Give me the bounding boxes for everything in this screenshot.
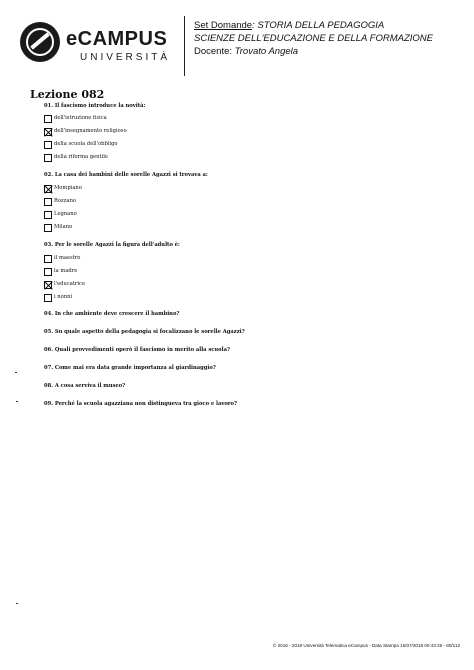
scan-speck xyxy=(15,372,17,373)
teacher-label: Docente: xyxy=(194,46,235,57)
scan-speck xyxy=(16,603,18,604)
checkbox[interactable] xyxy=(44,211,52,219)
question-7: 07. Come mai era data grande importanza al giardinaggio? xyxy=(44,365,216,371)
scan-speck xyxy=(16,401,18,402)
set-title-line xyxy=(194,20,384,31)
option-label: della riforma gentile xyxy=(54,154,108,160)
question-5: 05. Su quale aspetto della pedagogia si focalizzano le sorelle Agazzi? xyxy=(44,329,245,335)
option-label: il maestro xyxy=(54,255,81,261)
question-2: 02. La casa dei bambini delle sorelle Agazzi si trovava a: xyxy=(44,172,208,178)
checkbox[interactable] xyxy=(44,198,52,206)
brand-subtitle: UNIVERSITÀ xyxy=(80,52,171,63)
course-title: SCIENZE DELL'EDUCAZIONE E DELLA FORMAZIONE xyxy=(194,33,434,44)
question-8: 08. A cosa serviva il museo? xyxy=(44,383,126,389)
checked-checkbox[interactable] xyxy=(44,185,52,193)
checkbox[interactable] xyxy=(44,294,52,302)
checkbox[interactable] xyxy=(44,224,52,232)
set-title: : STORIA DELLA PEDAGOGIA xyxy=(252,20,385,31)
option-label: Legnano xyxy=(54,211,77,217)
ecampus-logo xyxy=(20,22,180,72)
option-label: l'educatrice xyxy=(54,281,86,287)
option-label: della scuola dell'obbligo xyxy=(54,141,118,147)
option-label: i nonni xyxy=(54,294,73,300)
checkbox[interactable] xyxy=(44,141,52,149)
question-4: 04. In che ambiente deve crescere il bambino? xyxy=(44,311,180,317)
checked-checkbox[interactable] xyxy=(44,128,52,136)
teacher-line xyxy=(194,46,298,57)
checked-checkbox[interactable] xyxy=(44,281,52,289)
lesson-title: Lezione 082 xyxy=(30,88,105,101)
brand-name: eCAMPUS xyxy=(66,28,168,50)
option-label: Milano xyxy=(54,224,73,230)
option-label: Mompiano xyxy=(54,185,82,191)
teacher-name: Trovato Angela xyxy=(234,46,299,57)
option-label: la madre xyxy=(54,268,78,274)
question-3: 03. Per le sorelle Agazzi la figura dell'adulto è: xyxy=(44,242,180,248)
checkbox[interactable] xyxy=(44,115,52,123)
question-6: 06. Quali provvedimenti operò il fascismo in merito alla scuola? xyxy=(44,347,231,353)
checkbox[interactable] xyxy=(44,255,52,263)
header-divider xyxy=(184,16,185,76)
option-label: Rozzano xyxy=(54,198,77,204)
option-label: dell'insegnamento religioso xyxy=(54,128,127,134)
set-label: Set Domande xyxy=(194,20,253,31)
question-9: 09. Perché la scuola agazziana non distingueva tra gioco e lavoro? xyxy=(44,401,238,407)
checkbox[interactable] xyxy=(44,268,52,276)
ecampus-emblem-icon xyxy=(20,22,60,62)
question-1: 01. Il fascismo introduce la novità: xyxy=(44,103,146,109)
page-footer: © 2016 - 2018 Università Telematica eCampus - Data Stampa 15/07/2018 00:43:26 - 80/112 xyxy=(272,643,460,648)
option-label: dell'istruzione fisica xyxy=(54,115,107,121)
checkbox[interactable] xyxy=(44,154,52,162)
